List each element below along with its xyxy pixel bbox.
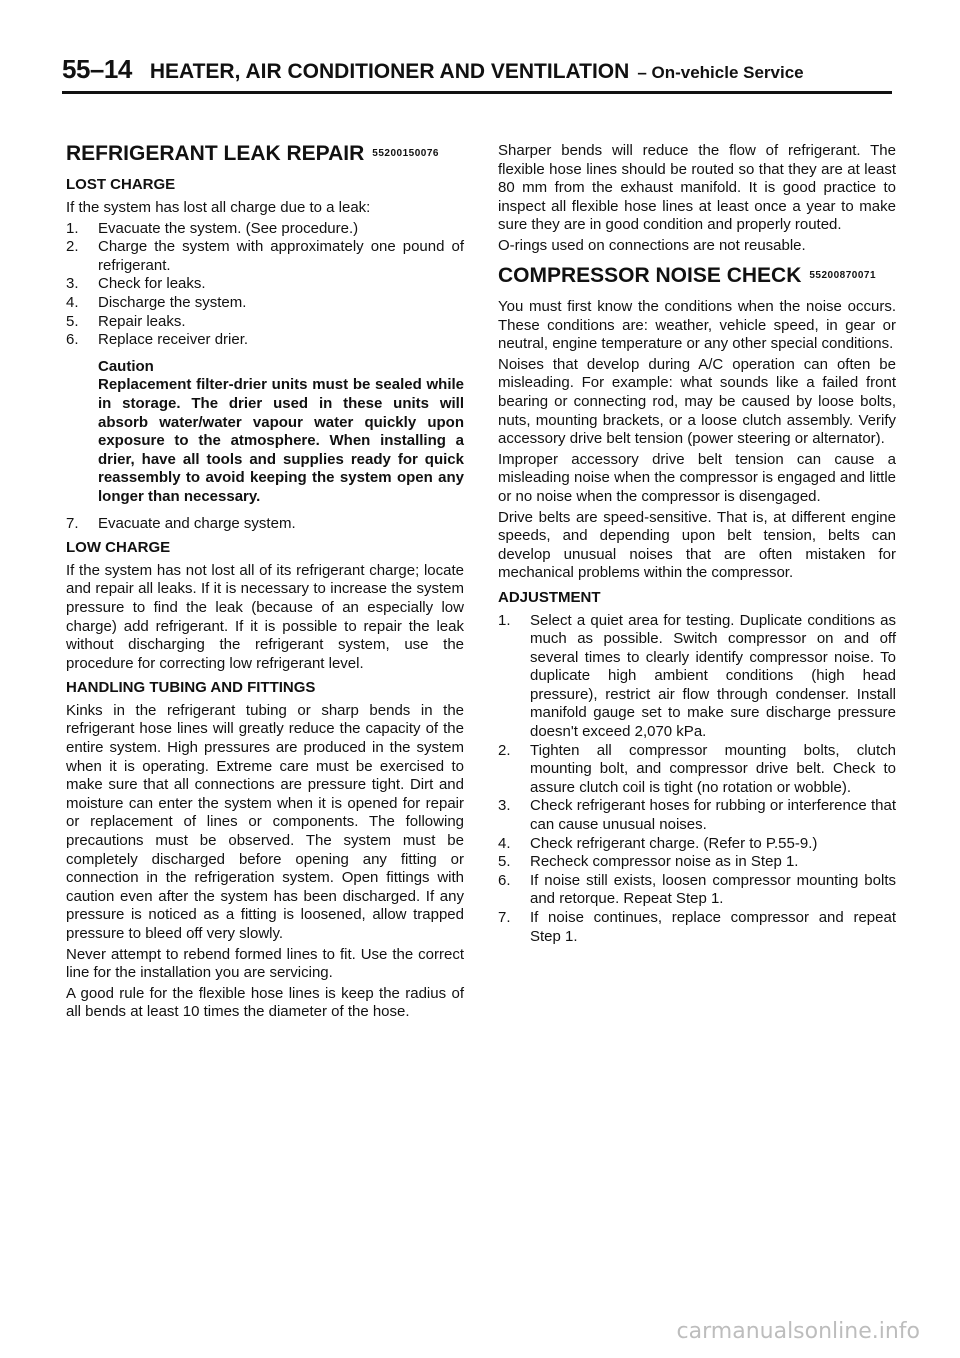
step-text: Select a quiet area for testing. Duplicate conditions as much as possible. Switch compressor on and off several times to clearly identify compressor noise. To duplicate high ambient conditions (high head pressure), restrict air flow through condenser. Install manifold gauge set to make sure discharge pressure doesn't exceed 2,070 kPa. [530,611,896,741]
list-item [66,313,464,332]
step-text: Check for leaks. [98,275,206,293]
caution-title: Caution [98,357,154,375]
step-text: Tighten all compressor mounting bolts, clutch mounting bolt, and compressor drive belt. Check to assure clutch coil is tight (no rotation or wobble). [530,741,896,796]
adjustment-steps [498,612,896,947]
caution-box [98,358,464,507]
step-number: 3. [498,797,511,815]
watermark-text: carmanualsonline.info [676,1319,920,1344]
step-text: Check refrigerant charge. (Refer to P.55-9.) [530,834,818,852]
noise-check-title-text: COMPRESSOR NOISE CHECK [498,263,802,287]
handling-heading: HANDLING TUBING AND FITTINGS [66,679,316,697]
step-text: Discharge the system. [98,294,247,312]
step-number: 4. [498,834,511,852]
leak-repair-title-text: REFRIGERANT LEAK REPAIR [66,142,365,165]
step-text: Repair leaks. [98,312,186,330]
list-item [66,294,464,313]
list-item [66,275,464,294]
step-text: Evacuate and charge system. [98,514,296,532]
handling-paragraph-1: Kinks in the refrigerant tubing or sharp bends in the refrigerant hose lines will greatly reduce the capacity of the entire system. High pressures are produced in the system when it is operating. Extreme care must be exercised to make sure that all connections are pressure tight. Dirt and moisture can enter the system when it is opened for repair or replacement of lines or components. The following precautions must be observed. The system must be completely discharged before opening any fitting or connection in the refrigeration system. Open fittings with caution even after the system has been discharged. If any pressure is noticed as a fitting is loosened, allow trapped pressure to bleed off very slowly. [66,701,464,943]
handling-paragraph-2: Never attempt to rebend formed lines to fit. Use the correct line for the installation you are servicing. [66,945,464,982]
noise-check-code: 55200870071 [809,270,877,282]
noise-paragraph-1: You must first know the conditions when the noise occurs. These conditions are: weather, vehicle speed, in gear or neutral, engine temperature or any other special conditions. [498,298,896,353]
step-text: Recheck compressor noise as in Step 1. [530,853,799,871]
caution-text: Replacement filter-drier units must be sealed while in storage. The drier used in these units will absorb water/water vapour water quickly upon exposure to the atmosphere. When installing a drier, have all tools and supplies ready for quick reassembly to avoid keeping the system open any longer than necessary. [98,376,464,505]
step-number: 2. [498,741,511,759]
step-number: 6. [498,871,511,889]
handling-paragraph-4: Sharper bends will reduce the flow of refrigerant. The flexible hose lines should be routed so that they are at least 80 mm from the exhaust manifold. It is good practice to inspect all flexible hose lines at least once a year to make sure they are in good condition and properly routed. [498,142,896,234]
handling-paragraph-3: A good rule for the flexible hose lines is keep the radius of all bends at least 10 times the diameter of the hose. [66,984,464,1021]
list-item [498,835,896,854]
page-number: 55–14 [62,54,132,84]
chapter-title: HEATER, AIR CONDITIONER AND VENTILATION [149,60,630,83]
low-charge-heading: LOW CHARGE [66,539,171,557]
list-item [66,515,464,534]
step-number: 5. [66,312,79,330]
handling-paragraph-5: O-rings used on connections are not reusable. [498,236,806,254]
lost-charge-final-step [66,515,464,534]
leak-repair-title [66,142,464,166]
list-item [498,853,896,872]
list-item [66,331,464,350]
lost-charge-intro: If the system has lost all charge due to a leak: [66,199,371,217]
list-item [498,797,896,834]
noise-paragraph-2: Noises that develop during A/C operation can often be misleading. For example: what sounds like a failed front bearing or connecting rod, may be caused by loose bolts, nuts, mounting brackets, or a loose clutch assembly. Verify accessory drive belt tension (power steering or alternator). [498,355,896,448]
step-number: 1. [498,611,511,629]
left-column [66,142,464,1024]
step-number: 6. [66,331,79,349]
step-number: 1. [66,219,79,237]
step-text: Charge the system with approximately one pound of refrigerant. [98,238,464,274]
list-item [66,220,464,239]
lost-charge-heading: LOST CHARGE [66,176,176,194]
step-text: If noise still exists, loosen compressor mounting bolts and retorque. Repeat Step 1. [530,871,896,908]
step-text: Check refrigerant hoses for rubbing or interference that can cause unusual noises. [530,797,896,834]
section-subtitle: – On-vehicle Service [637,63,804,82]
list-item [498,909,896,946]
page-header [62,54,892,94]
noise-paragraph-4: Drive belts are speed-sensitive. That is, at different engine speeds, and depending upon belt tension, belts can develop unusual noises that are often mistaken for mechanical problems within the compressor. [498,508,896,582]
list-item [498,872,896,909]
step-number: 5. [498,853,511,871]
list-item [498,612,896,742]
step-number: 4. [66,294,79,312]
step-number: 7. [498,909,511,927]
right-column [498,142,896,946]
step-number: 3. [66,275,79,293]
step-text: Evacuate the system. (See procedure.) [98,219,359,237]
leak-repair-code: 55200150076 [372,148,439,160]
step-number: 7. [66,514,79,532]
list-item [66,238,464,275]
low-charge-text: If the system has not lost all of its refrigerant charge; locate and repair all leaks. If it is necessary to increase the system pressure to find the leak (because of an especially low charge) add refrigerant. If it is possible to repair the leak without discharging the refrigerant system, use the procedure for correcting low refrigerant level. [66,561,464,672]
step-text: If noise continues, replace compressor and repeat Step 1. [530,909,896,945]
noise-paragraph-3: Improper accessory drive belt tension can cause a misleading noise when the compressor is engaged and little or no noise when the compressor is disengaged. [498,450,896,505]
adjustment-heading: ADJUSTMENT [498,588,601,606]
step-number: 2. [66,238,79,256]
lost-charge-steps [66,220,464,350]
noise-check-title [498,264,896,288]
step-text: Replace receiver drier. [98,331,249,349]
list-item [498,742,896,798]
